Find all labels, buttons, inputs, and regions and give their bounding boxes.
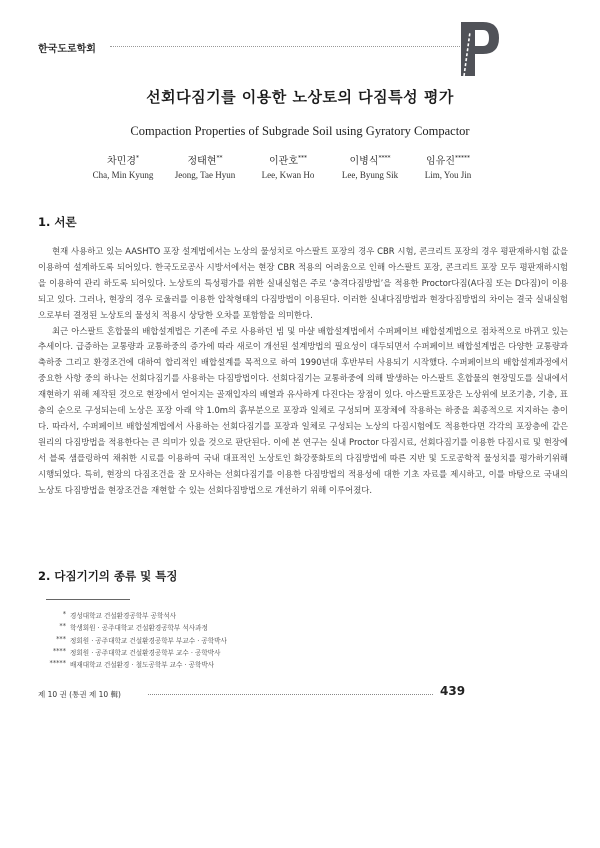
- author-mark: ***: [297, 154, 307, 162]
- footnote: [38, 659, 458, 671]
- author-name-korean: 이병식: [349, 156, 379, 167]
- body-text: [38, 244, 568, 499]
- author-mark: *****: [454, 154, 470, 162]
- header-divider: [110, 46, 460, 47]
- affiliation-footnotes: [38, 610, 458, 671]
- footnote-text: 학생회원 · 공주대학교 건설환경공학부 석사과정: [70, 624, 208, 633]
- footnote-text: 배재대학교 건설환경 · 철도공학부 교수 · 공학박사: [70, 661, 215, 670]
- footnote-text: 정회원 · 공주대학교 건설환경공학부 교수 · 공학박사: [70, 648, 221, 657]
- author-name-english: Cha, Min Kyung: [92, 170, 154, 180]
- author-mark: **: [216, 154, 223, 162]
- author-name-english: Lee, Kwan Ho: [261, 170, 315, 180]
- paragraph: 최근 아스팔트 혼합물의 배합설계법은 기존에 주로 사용하던 빔 및 마샬 배합설계법에서 수퍼페이브 배합설계법으로 점차적으로 바뀌고 있는 추세이다. 급증하는 교통량과 교통하중의 증가에 따라 새로이 개선된 설계방법의 필요성이 대두되면서 수퍼페이브 배합설계법은 다양한 교통량과 축하중 그리고 환경조건에 대하여 합리적인 배합설계를 목적으로 하여 1990년대 후반부터 사용되기 시작했다. 수퍼페이브의 배합설계과정에서 중요한 사항 중의 하나는 선회다짐기를 사용하는 다짐방법이다. 선회다짐기는 교통하중에 의해 발생하는 아스팔트 혼합물의 현장밀도를 실내에서 재현하기 위해 제작된 것으로 현장에서 얻어지는 골재입자의 배열과 유사하게 다진다는 장점이 있다. 아스팔트포장은 노상위에 보조기층, 기층, 표층의 순으로 구성되는데 노상은 포장 아래 약 1.0m의 흙부분으로 포장과 일체로 구성되며 포장체에 작용하는 하중을 최종적으로 지지하는 층이다. 따라서, 수퍼페이브 배합설계법에서 사용하는 선회다짐기를 포장과 일체로 구성되는 노상의 다짐시험에도 적용한다면 각각의 포장층에 같은 원리의 다짐방법을 적용한다는 큰 의미가 있을 것으로 판단된다. 이에 본 연구는 실내 Proctor 다짐시료, 선회다짐기를 이용한 다짐시료 및 현장에서 블록 샘플링하여 채취한 시료를 이용하여 국내 대표적인 노상토인 화강풍화토의 다짐방법에 따른 지반 및 도로공학적 물성치를 평가하기위해 시행되었다. 특히, 현장의 다짐조건을 잘 모사하는 선회다짐기를 이용한 다짐방법의 적용성에 대한 기초 자료를 제시하고, 이를 바탕으로 국내의 노상토 다짐방법을 현장조건을 재현할 수 있는 선회다짐방법으로 개선하기 위해 이루어졌다.: [38, 325, 568, 495]
- footnote-mark: *****: [49, 659, 66, 668]
- author: [325, 152, 415, 180]
- footnote: [38, 647, 458, 659]
- society-name: 한국도로학회: [38, 44, 96, 55]
- footnote: [38, 622, 458, 634]
- author: [160, 152, 250, 180]
- footer-divider: [148, 694, 433, 695]
- footnote-text: 경성대학교 건설환경공학부 공학석사: [70, 612, 177, 620]
- author: [243, 152, 333, 180]
- author: [78, 152, 168, 180]
- footnote-mark: ****: [52, 646, 66, 655]
- author-mark: *: [135, 154, 139, 162]
- paper-title-english: Compaction Properties of Subgrade Soil using Gyratory Compactor: [130, 124, 470, 138]
- author-name-english: Jeong, Tae Hyun: [174, 170, 236, 180]
- footnote: [38, 635, 458, 647]
- footnote-mark: **: [59, 622, 66, 631]
- road-logo-icon: [455, 18, 501, 78]
- author-name-korean: 정태현: [187, 156, 217, 167]
- author: [403, 152, 493, 180]
- author-name-korean: 이관호: [269, 156, 298, 167]
- author-mark: ****: [378, 154, 391, 162]
- footnote-mark: ***: [56, 634, 66, 643]
- footnote-mark: *: [62, 610, 66, 618]
- volume-info: 제 10 권 (통권 제 10 輯): [38, 690, 121, 699]
- section-heading-introduction: 1. 서론: [38, 215, 77, 229]
- author-name-english: Lim, You Jin: [424, 170, 472, 180]
- paper-title-korean: 선회다짐기를 이용한 노상토의 다짐특성 평가: [146, 88, 454, 106]
- paragraph: 현재 사용하고 있는 AASHTO 포장 설계법에서는 노상의 물성치로 아스팔트 포장의 경우 CBR 시험, 콘크리트 포장의 경우 평판재하시험 값을 이용하여 설계하도록 되어있다. 한국도로공사 시방서에서는 현장 CBR 적용의 어려움으로 인해 아스팔트 포장, 콘크리트 포장 모두 평판재하시험을 이용하여 관리 하도록 되어있다. 노상토의 특성평가를 위한 실내실험은 주로 ‘충격다짐방법’을 적용한 Proctor다짐(A다짐 또는 D다짐)이 이용되고 있다. 그러나, 현장의 경우 로울러를 이용한 압착형태의 다짐방법이 이용된다. 이러한 실내다짐방법과 현장다짐방법의 차이는 결국 실내실험으로부터 결정된 노상토의 물성치 적용시 상당한 오차를 포함함을 의미한다.: [38, 246, 568, 320]
- footnote-divider: [46, 599, 130, 600]
- author-list: [78, 152, 478, 192]
- page-number: 439: [440, 684, 466, 698]
- author-name-korean: 차민경: [107, 156, 136, 167]
- section-heading-compactors: 2. 다짐기기의 종류 및 특징: [38, 569, 178, 583]
- footnote: [38, 610, 458, 622]
- author-name-korean: 임유진: [426, 156, 455, 167]
- footnote-text: 정회원 · 공주대학교 건설환경공학부 부교수 · 공학박사: [70, 636, 227, 645]
- author-name-english: Lee, Byung Sik: [341, 170, 399, 180]
